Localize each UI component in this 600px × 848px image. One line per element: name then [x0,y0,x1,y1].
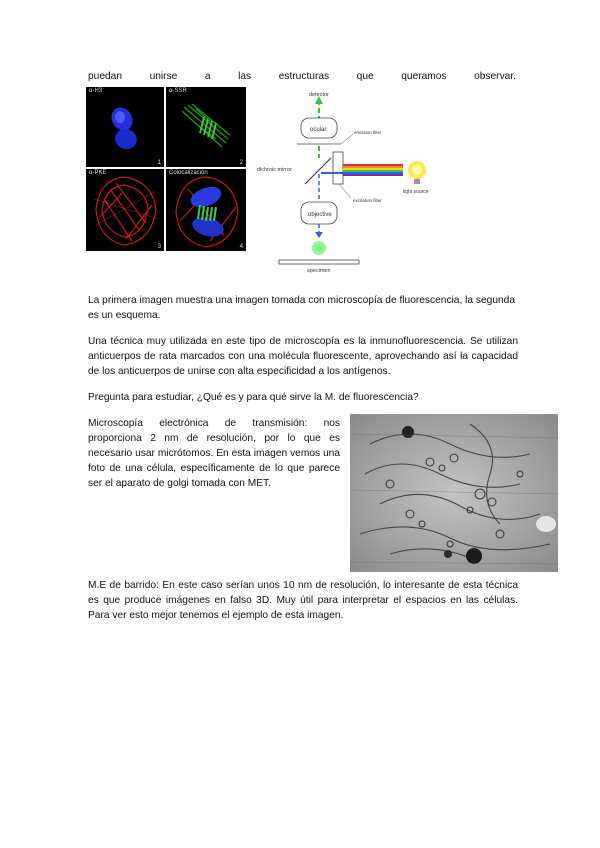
specimen-label: specimen [307,268,331,274]
fluor-image-2 [166,87,246,167]
fluorescence-microscope-diagram [255,88,445,274]
study-question: Pregunta para estudiar, ¿Qué es y para qué sirve la M. de fluorescencia? [88,392,419,403]
tem-golgi-image [350,414,558,572]
word: puedan [88,71,122,82]
detector-label: detector [309,92,329,98]
panel-label: α-H3 [89,88,103,94]
word: queramos [401,71,447,82]
fluor-image-1 [86,87,164,167]
dichroic-mirror [305,158,331,184]
objective-label: objective [308,212,332,218]
paragraph-fluorescence-caption: La primera imagen muestra una imagen tomada con microscopía de fluorescencia, la segunda es un esquema. [88,295,515,321]
panel-label: Colocalización [169,170,208,176]
fluor-panel-2 [166,87,246,167]
panel-number: 2 [239,160,243,166]
panel-number: 1 [157,160,161,166]
panel-label: α-PKE [89,170,107,176]
specimen-slide [279,260,359,264]
dark-vesicle [466,548,482,564]
word: las [238,71,252,82]
dichroic-mirror-label: dichroic mirror [257,167,292,173]
fluor-panel-1 [86,87,164,167]
fluor-image-3 [86,169,164,251]
ocular-label: ocular [310,127,327,133]
word: estructuras [278,71,330,82]
word: que [356,71,374,82]
light-source-label: light source [403,189,429,195]
paragraph-meb: M.E de barrido: En este caso serían unos 10 nm de resolución, lo interesante de esta técnica es que produce imágenes en falso 3D. Muy útil para interpretar el espacios en las células. Para ver esto mejor tenemos el ejemplo de esta imagen. [88,580,518,621]
excitation-filter-label: excitation filter [353,198,382,203]
dark-vesicle [402,426,414,438]
panel-number: 4 [239,244,243,250]
emission-filter-label: emission filter [354,130,382,135]
word: unirse [149,71,178,82]
fluor-panel-3 [86,169,164,251]
word: a [204,71,211,82]
fluor-panel-4 [166,169,246,251]
panel-label: α-SSR [169,88,187,94]
paragraph-immunofluorescence: Una técnica muy utilizada en este tipo de microscopía es la inmunofluorescencia. Se utilizan anticuerpos de rata marcados con una molécula fluorescente, aprovechando así la capacidad de los anticuerpos de unirse con alta especificidad a los antígenos. [88,336,518,377]
paragraph-met: Microscopía electrónica de transmisión: nos proporciona 2 nm de resolución, por lo que es necesario usar micrótomos. En esta imagen vemos una foto de una célula, específicamente de lo que parece ser el aparato de golgi tomada con MET. [88,418,340,489]
fluor-image-4 [166,169,246,251]
panel-number: 3 [157,244,161,250]
top-text-line [88,71,516,82]
word: observar. [474,71,516,82]
